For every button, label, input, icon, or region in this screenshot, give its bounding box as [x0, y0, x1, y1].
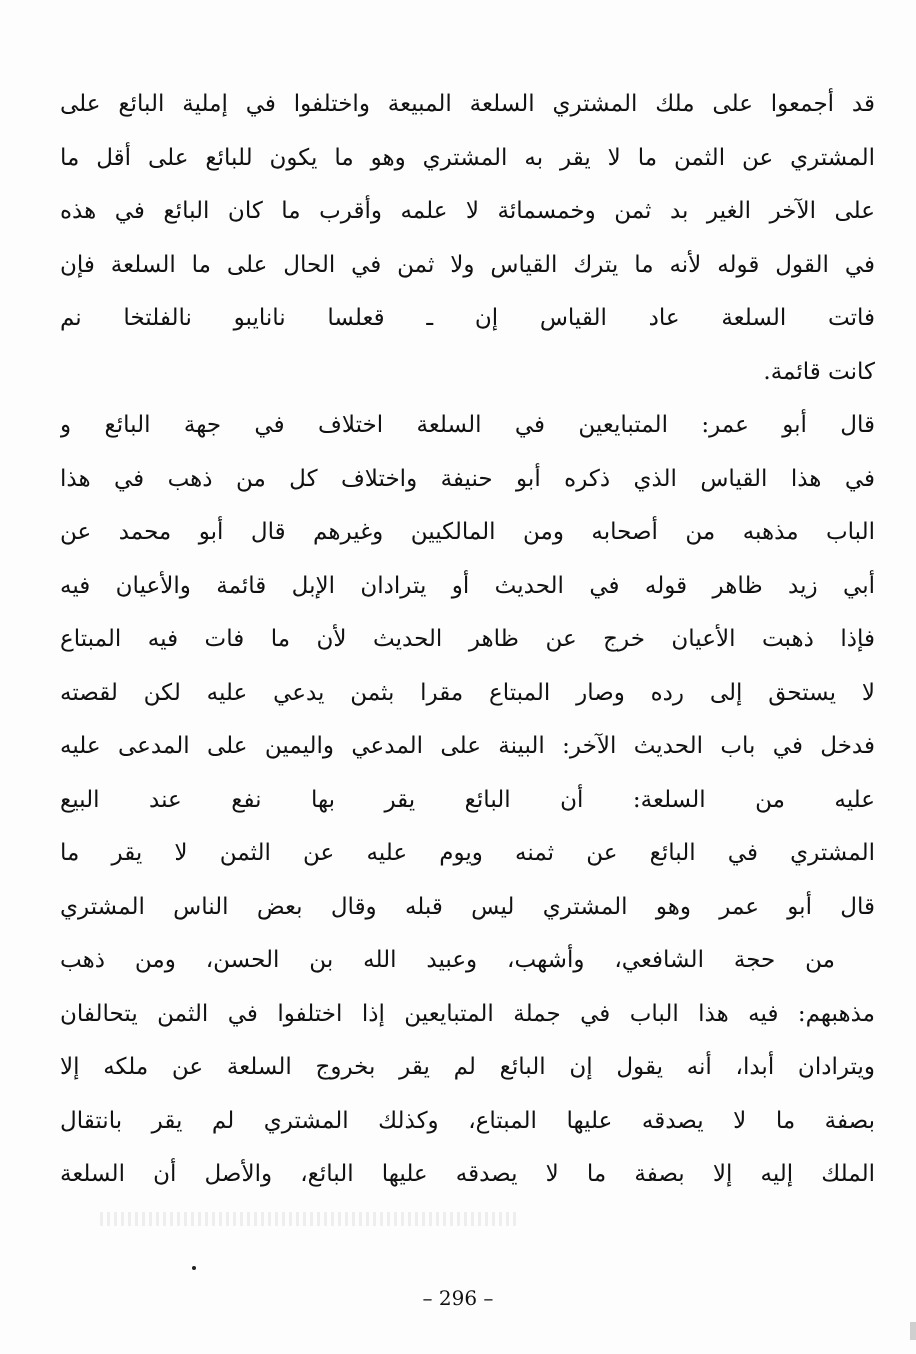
text-line-14: عليه من السلعة: أن البائع يقر بها نفع عند البيع — [60, 786, 875, 813]
text-line-9: الباب مذهبه من أصحابه ومن المالكيين وغيرهم قال أبو محمد عن — [60, 519, 875, 545]
text-line-20: بصفة ما لا يصدقه عليها المبتاع، وكذلك المشتري لم يقر بانتقال — [60, 1107, 875, 1134]
text-line-2: المشتري عن الثمن ما لا يقر به المشتري وهو ما يكون للبائع على أقل ما — [60, 144, 875, 171]
scan-edge-mark — [910, 1322, 916, 1340]
scan-smudge — [100, 1212, 520, 1226]
ink-dot — [192, 1266, 196, 1270]
text-line-11: فإذا ذهبت الأعيان خرج عن ظاهر الحديث لأن ما فات فيه المبتاع — [60, 626, 875, 652]
text-line-7: قال أبو عمر: المتبايعين في السلعة اختلاف في جهة البائع و — [60, 412, 875, 438]
text-line-3: على الآخر الغير بد ثمن وخمسمائة لا علمه وأقرب ما كان البائع في هذه — [60, 198, 875, 224]
text-line-19: ويترادان أبدا، أنه يقول إن البائع لم يقر بخروج السلعة عن ملكه إلا — [60, 1054, 875, 1080]
text-line-18: مذهبهم: فيه هذا الباب في جملة المتبايعين إذا اختلفوا في الثمن يتحالفان — [60, 1000, 875, 1027]
text-line-17: من حجة الشافعي، وأشهب، وعبيد الله بن الحسن، ومن ذهب — [60, 947, 835, 973]
text-line-16: قال أبو عمر وهو المشتري ليس قبله وقال بعض الناس المشتري — [60, 893, 875, 920]
text-line-21: الملك إليه إلا بصفة ما لا يصدقه عليها البائع، والأصل أن السلعة — [60, 1161, 875, 1187]
page-number: – 296 – — [422, 1286, 494, 1310]
text-line-6: كانت قائمة. — [763, 358, 875, 385]
text-line-12: لا يستحق إلى رده وصار المبتاع مقرا بثمن يدعي عليه لكن لقصته — [60, 679, 875, 706]
text-line-1: قد أجمعوا على ملك المشتري السلعة المبيعة واختلفوا في إملية البائع على — [60, 91, 875, 117]
text-line-4: في القول قوله لأنه ما يترك القياس ولا ثمن في الحال على ما السلعة فإن — [60, 251, 875, 278]
text-line-15: المشتري في البائع عن ثمنه ويوم عليه عن الثمن لا يقر ما — [60, 840, 875, 866]
text-line-5: فاتت السلعة عاد القياس إن ـ قعلسا نانايبو نالفلتخا نم — [60, 305, 875, 331]
body-text — [60, 78, 875, 1202]
text-line-13: فدخل في باب الحديث الآخر: البينة على المدعي واليمين على المدعى عليه — [60, 733, 875, 759]
text-line-8: في هذا القياس الذي ذكره أبو حنيفة واختلاف كل من ذهب في هذا — [60, 465, 875, 492]
text-line-10: أبي زيد ظاهر قوله في الحديث أو يترادان الإبل قائمة والأعيان فيه — [60, 572, 875, 599]
